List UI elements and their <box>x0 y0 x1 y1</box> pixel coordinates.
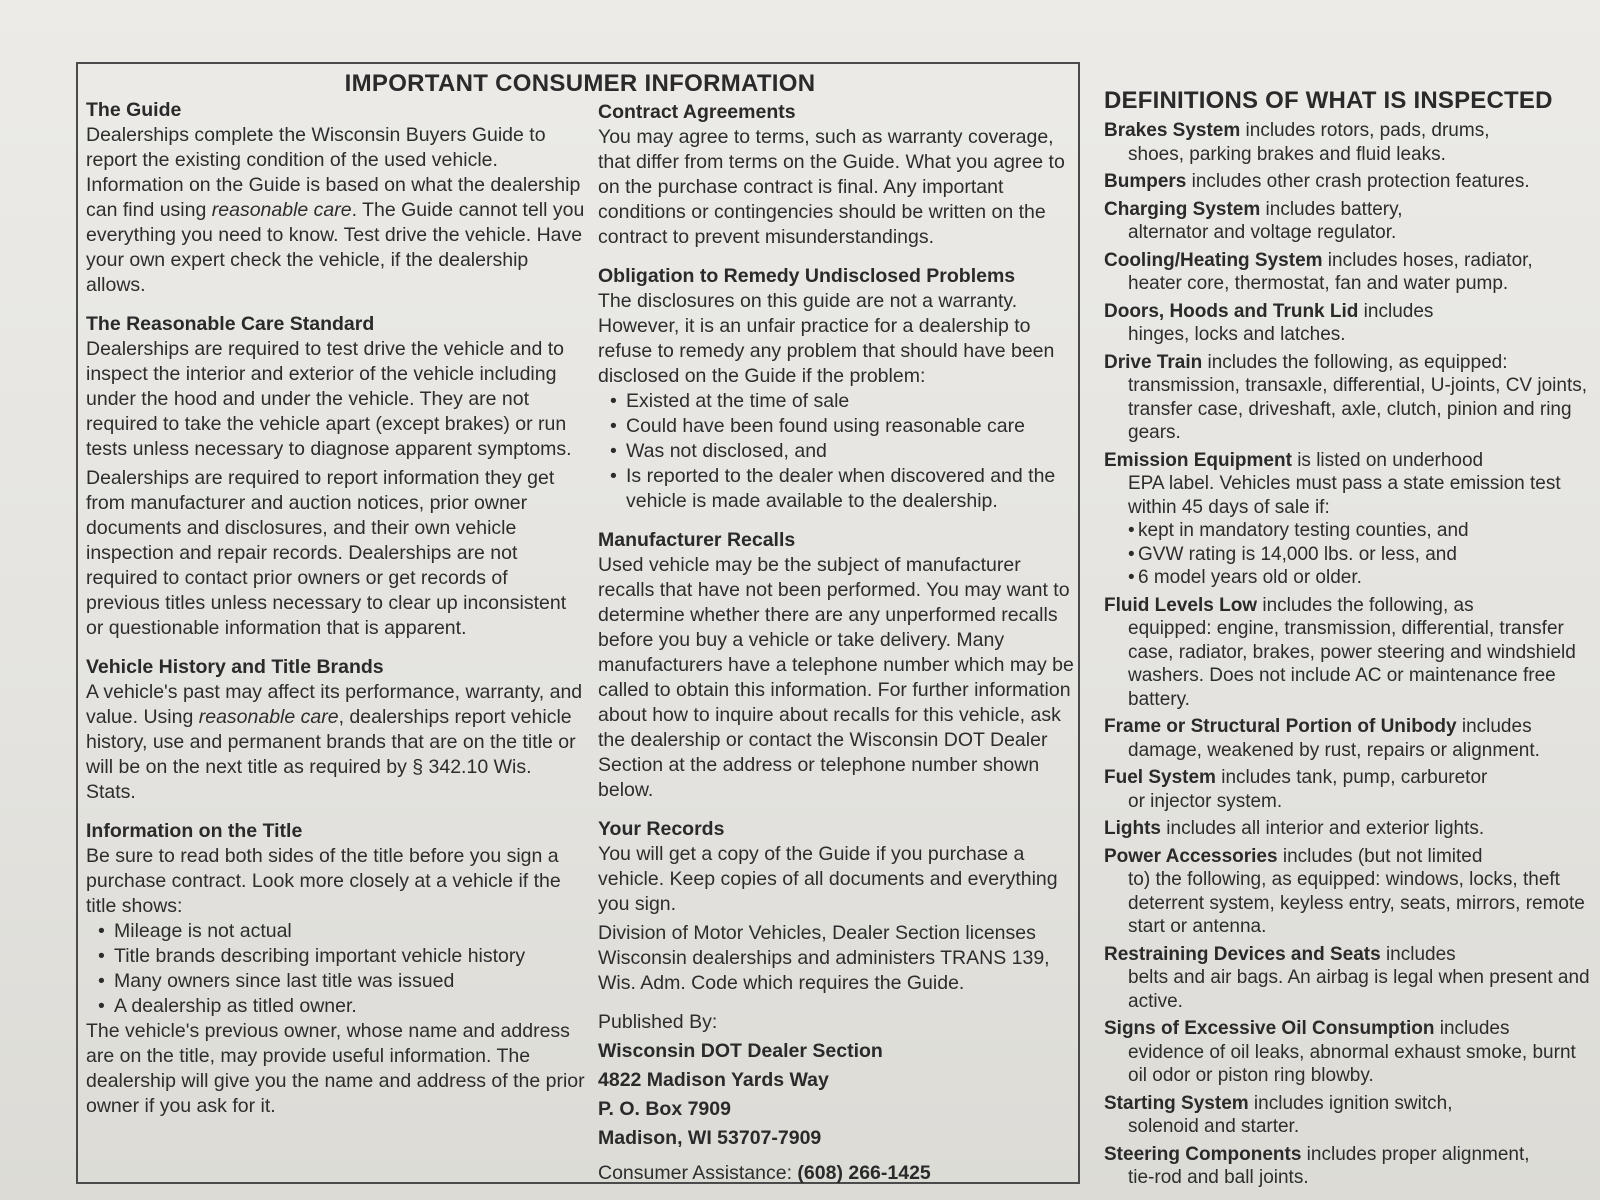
definition-term: Lights <box>1104 818 1161 839</box>
definition-text: includes rotors, pads, drums, <box>1240 120 1490 141</box>
definition-item <box>1104 715 1594 762</box>
bullet-list <box>598 389 1078 514</box>
definition-item <box>1104 766 1594 813</box>
definition-item <box>1104 845 1594 939</box>
text-part: A vehicle's past may affect its performance, warranty, and value. Using <box>86 681 583 728</box>
definition-text-continued: equipped: engine, transmission, differential, transfer case, radiator, brakes, power steering and windshield washers. Does not include AC or maintenance free battery. <box>1128 618 1576 710</box>
definition-term: Power Accessories <box>1104 845 1278 867</box>
section-heading: The Guide <box>86 99 182 121</box>
definition-item <box>1104 1092 1594 1139</box>
assistance-label: Consumer Assistance: <box>598 1162 798 1184</box>
definition-text-continued: evidence of oil leaks, abnormal exhaust smoke, burnt oil odor or piston ring blowby. <box>1128 1041 1576 1086</box>
section-heading: Manufacturer Recalls <box>598 529 796 551</box>
definition-term: Cooling/Heating System <box>1104 249 1323 271</box>
section-reasonable-care <box>86 312 586 641</box>
definition-term: Fluid Levels Low <box>1104 594 1258 616</box>
definition-item <box>1104 170 1594 194</box>
section-text: You will get a copy of the Guide if you purchase a vehicle. Keep copies of all documents and everything you sign. <box>598 843 1058 915</box>
definition-item <box>1104 198 1594 245</box>
section-contract <box>598 100 1078 250</box>
definition-text: includes <box>1434 1018 1510 1039</box>
bullet-list <box>86 919 586 1019</box>
definition-item <box>1104 1143 1594 1190</box>
definition-text: includes the following, as equipped: <box>1202 351 1508 373</box>
definition-text: includes proper alignment, <box>1301 1143 1530 1165</box>
list-item: • Mileage is not actual <box>86 919 586 944</box>
definition-item <box>1104 943 1594 1014</box>
definition-text: includes <box>1456 716 1532 737</box>
definition-item <box>1104 449 1594 590</box>
text-part: . The Guide cannot tell you everything you need to know. Test drive the vehicle. Have your own expert check the vehicle, if the dealership allows. <box>86 199 585 296</box>
definition-text-continued: solenoid and starter. <box>1128 1116 1300 1137</box>
emphasis-text: reasonable care <box>198 706 339 728</box>
definition-item <box>1104 249 1594 296</box>
definition-text-continued: hinges, locks and latches. <box>1128 324 1346 345</box>
definition-text-continued: to) the following, as equipped: windows, locks, theft deterrent system, keyless entry, seats, mirrors, remote start or antenna. <box>1128 869 1585 937</box>
section-title-info <box>86 819 586 1119</box>
definition-item <box>1104 351 1594 445</box>
publisher-block <box>598 1010 1078 1186</box>
section-text: Dealerships are required to report information they get from manufacturer and auction notices, prior owner documents and disclosures, and their own vehicle inspection and repair records. Dealerships are not required to contact prior owners or get records of previous titles unless necessary to clear up inconsistent or questionable information that is apparent. <box>86 467 567 639</box>
list-item: • A dealership as titled owner. <box>86 994 586 1019</box>
section-text: You may agree to terms, such as warranty coverage, that differ from terms on the Guide. What you agree to on the purchase contract is final. Any important conditions or contingencies should be written on the contract to prevent misunderstandings. <box>598 126 1065 248</box>
section-the-guide <box>86 98 586 298</box>
publisher-pobox: P. O. Box 7909 <box>598 1098 731 1120</box>
definition-item <box>1104 594 1594 712</box>
definition-item <box>1104 119 1594 166</box>
definition-text-continued: EPA label. Vehicles must pass a state emission test within 45 days of sale if: <box>1128 473 1561 518</box>
definition-text-continued: belts and air bags. An airbag is legal when present and active. <box>1128 967 1590 1012</box>
definition-item <box>1104 300 1594 347</box>
section-heading: The Reasonable Care Standard <box>86 313 375 335</box>
definition-text: includes <box>1380 943 1456 965</box>
definition-text-continued: shoes, parking brakes and fluid leaks. <box>1128 143 1446 165</box>
list-item: • kept in mandatory testing counties, and <box>1128 519 1594 543</box>
section-text: The vehicle's previous owner, whose name and address are on the title, may provide useful information. The dealership will give you the name and address of the prior owner if you ask for it. <box>86 1020 585 1117</box>
definition-text: includes <box>1358 300 1434 322</box>
definition-term: Steering Components <box>1104 1143 1302 1165</box>
section-text: Division of Motor Vehicles, Dealer Section licenses Wisconsin dealerships and administers TRANS 139, Wis. Adm. Code which requires the Guide. <box>598 922 1050 994</box>
section-text <box>86 123 586 298</box>
list-item: • 6 model years old or older. <box>1128 566 1594 590</box>
section-vehicle-history <box>86 655 586 805</box>
column-middle <box>598 100 1078 1200</box>
section-text: The disclosures on this guide are not a warranty. However, it is an unfair practice for a dealership to refuse to remedy any problem that should have been disclosed on the Guide if the problem: <box>598 290 1055 387</box>
assistance-phone: (608) 266-1425 <box>797 1162 931 1184</box>
section-heading: Obligation to Remedy Undisclosed Problems <box>598 265 1016 287</box>
publisher-name: Wisconsin DOT Dealer Section <box>598 1040 883 1062</box>
section-obligation <box>598 264 1078 514</box>
definition-text: includes ignition switch, <box>1248 1092 1453 1114</box>
publisher-label: Published By: <box>598 1011 718 1033</box>
section-text: Dealerships are required to test drive the vehicle and to inspect the interior and exterior of the vehicle including under the hood and under the vehicle. They are not required to take the vehicle apart (except brakes) or run tests unless necessary to diagnose apparent symptoms. <box>86 338 572 460</box>
definition-text: includes the following, as <box>1257 594 1474 616</box>
list-item: • Could have been found using reasonable care <box>598 414 1078 439</box>
definition-item <box>1104 817 1594 841</box>
column-definitions <box>1104 88 1594 1194</box>
list-item: • Existed at the time of sale <box>598 389 1078 414</box>
text-part: , dealerships report vehicle history, use and permanent brands that are on the title or will be on the next title as required by § 342.10 Wis. Stats. <box>86 706 576 803</box>
consumer-assistance <box>598 1161 1078 1186</box>
definition-term: Frame or Structural Portion of Unibody <box>1104 716 1457 737</box>
definition-term: Brakes System <box>1104 120 1241 141</box>
section-text: Be sure to read both sides of the title before you sign a purchase contract. Look more closely at a vehicle if the title shows: <box>86 845 561 917</box>
definition-text: includes tank, pump, carburetor <box>1215 767 1488 788</box>
publisher-street: 4822 Madison Yards Way <box>598 1069 829 1091</box>
definition-text-continued: alternator and voltage regulator. <box>1128 222 1397 243</box>
section-heading: Vehicle History and Title Brands <box>86 656 384 678</box>
definition-text: includes (but not limited <box>1277 845 1483 867</box>
definitions-title: DEFINITIONS OF WHAT IS INSPECTED <box>1104 87 1553 114</box>
definition-text: includes battery, <box>1260 198 1403 220</box>
definition-term: Signs of Excessive Oil Consumption <box>1104 1018 1435 1039</box>
page-title: IMPORTANT CONSUMER INFORMATION <box>344 70 816 97</box>
section-text <box>86 680 586 805</box>
section-heading: Contract Agreements <box>598 101 796 123</box>
text-part: Dealerships complete the Wisconsin Buyers Guide to report the existing condition of the used vehicle. Information on the Guide is based on what the dealership can find using <box>86 124 581 221</box>
emission-bullet-list <box>1104 519 1594 590</box>
definition-term: Emission Equipment <box>1104 449 1292 471</box>
definition-text-continued: or injector system. <box>1128 790 1283 812</box>
definition-text-continued: transmission, transaxle, differential, U-joints, CV joints, transfer case, driveshaft, axle, clutch, pinion and ring gears. <box>1128 375 1587 443</box>
list-item: • Is reported to the dealer when discovered and the vehicle is made available to the dealership. <box>598 464 1078 514</box>
definition-term: Bumpers <box>1104 171 1187 192</box>
definition-term: Restraining Devices and Seats <box>1104 943 1381 965</box>
publisher-city: Madison, WI 53707-7909 <box>598 1127 822 1149</box>
section-heading: Information on the Title <box>86 820 303 842</box>
definition-term: Doors, Hoods and Trunk Lid <box>1104 300 1359 322</box>
definition-text-continued: damage, weakened by rust, repairs or alignment. <box>1128 739 1540 761</box>
definition-term: Fuel System <box>1104 767 1216 788</box>
list-item: • Many owners since last title was issued <box>86 969 586 994</box>
definition-term: Charging System <box>1104 198 1261 220</box>
definition-text: includes hoses, radiator, <box>1322 249 1533 271</box>
definition-item <box>1104 1017 1594 1088</box>
definition-text-continued: tie-rod and ball joints. <box>1128 1167 1309 1188</box>
column-left <box>86 98 586 1133</box>
definition-text-continued: heater core, thermostat, fan and water pump. <box>1128 273 1509 294</box>
list-item: • Title brands describing important vehicle history <box>86 944 586 969</box>
definition-text: includes other crash protection features. <box>1186 171 1530 192</box>
section-text: Used vehicle may be the subject of manufacturer recalls that have not been performed. You may want to determine whether there are any unperformed recalls before you buy a vehicle or take delivery. Many manufacturers have a telephone number which may be called to obtain this information. For further information about how to inquire about recalls for this vehicle, ask the dealership or contact the Wisconsin DOT Dealer Section at the address or telephone number shown below. <box>598 554 1074 801</box>
definition-term: Drive Train <box>1104 351 1203 373</box>
definition-text: is listed on underhood <box>1291 449 1484 471</box>
section-heading: Your Records <box>598 818 725 840</box>
list-item: • GVW rating is 14,000 lbs. or less, and <box>1128 543 1594 567</box>
section-recalls <box>598 528 1078 803</box>
emphasis-text: reasonable care <box>211 199 352 221</box>
definition-text: includes all interior and exterior lights. <box>1161 818 1485 839</box>
list-item: • Was not disclosed, and <box>598 439 1078 464</box>
section-records <box>598 817 1078 996</box>
definition-term: Starting System <box>1104 1092 1249 1114</box>
